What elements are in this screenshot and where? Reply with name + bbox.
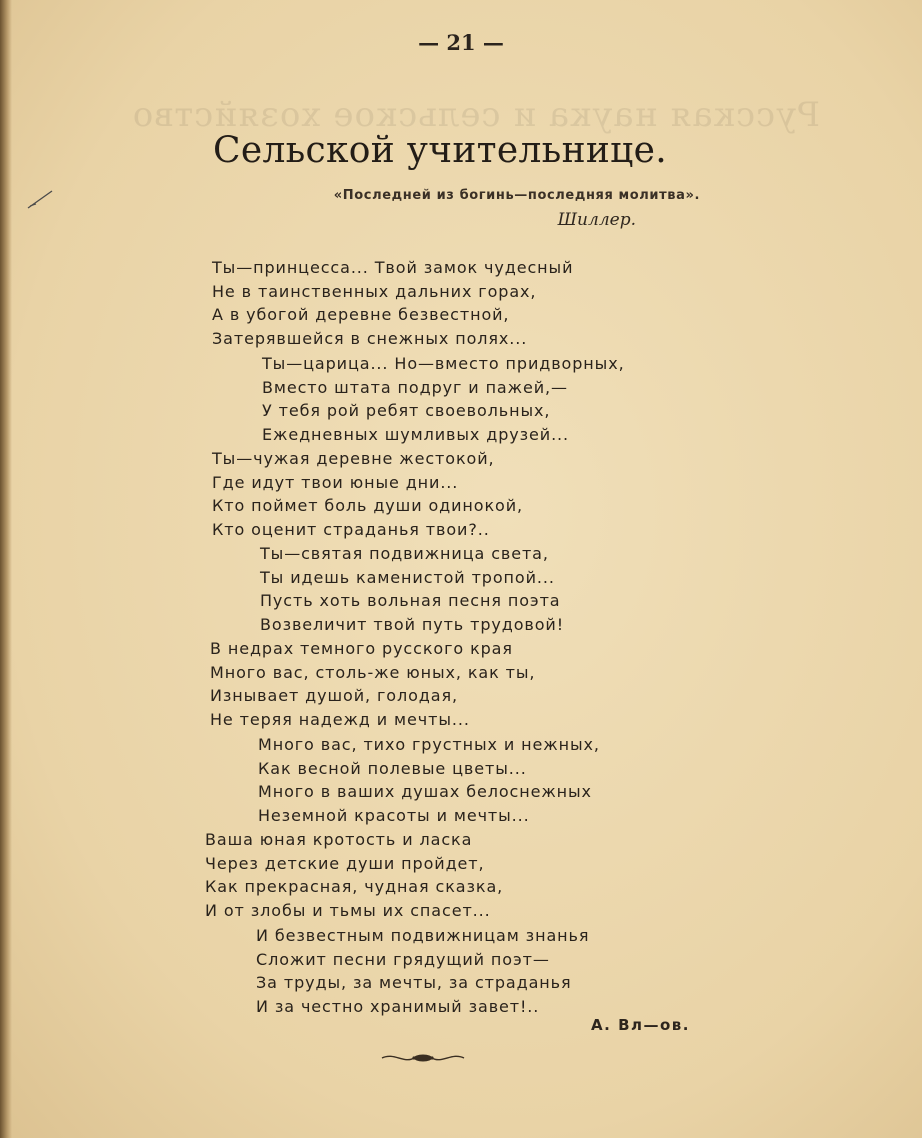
poem-line: Много вас, столь-же юных, как ты, (210, 662, 536, 682)
poem-line: Как прекрасная, чудная сказка, (205, 877, 504, 897)
poem-line: Ты—царица... Но—вместо придворных, (262, 354, 625, 373)
poem-line: Кто оценит страданья твои?.. (212, 520, 490, 540)
stanza-5 (210, 637, 535, 732)
poem-line: Изнывает душой, голодая, (210, 686, 458, 706)
poem-line: Много вас, тихо грустных и нежных, (258, 735, 600, 754)
poem-line: А в убогой деревне безвестной, (212, 305, 510, 325)
poem-line: Пусть хоть вольная песня поэта (260, 591, 561, 611)
stanza-6 (258, 733, 600, 828)
pencil-mark-icon (26, 188, 56, 212)
poem-line: Ваша юная кротость и ласка (205, 830, 473, 849)
poem-line: И за честно хранимый завет!.. (256, 997, 540, 1017)
poem-line: Ты—чужая деревне жестокой, (212, 449, 495, 468)
poem-line: Не теряя надежд и мечты... (210, 710, 470, 730)
poem-line: У тебя рой ребят своевольных, (262, 401, 551, 421)
poem-line: Сложит песни грядущий поэт— (256, 949, 550, 969)
stanza-2 (262, 352, 625, 447)
stanza-8 (256, 924, 589, 1019)
stanza-3 (212, 447, 523, 542)
poem-line: Через детские души пройдет, (205, 853, 485, 873)
author-signature: А. Вл—ов. (591, 1016, 690, 1034)
stanza-4 (260, 542, 564, 637)
poem-line: Не в таинственных дальних горах, (212, 281, 537, 301)
poem-line: Неземной красоты и мечты... (258, 806, 530, 826)
poem-line: Ты—принцесса... Твой замок чудесный (212, 258, 574, 277)
poem-line: Затерявшейся в снежных полях... (212, 329, 528, 349)
page-number: — 21 — (418, 30, 504, 55)
poem-line: Возвеличит твой путь трудовой! (260, 615, 565, 635)
poem-line: Ежедневных шумливых друзей... (262, 425, 570, 445)
poem-line: В недрах темного русского края (210, 639, 513, 658)
poem-line: И от злобы и тьмы их спасет... (205, 901, 491, 921)
poem-line: Ты—святая подвижница света, (260, 544, 549, 563)
poem-line: За труды, за мечты, за страданья (256, 973, 572, 993)
poem-line: Вместо штата подруг и пажей,— (262, 377, 568, 397)
epigraph-quote: «Последней из богинь—последняя молитва». (333, 188, 700, 203)
poem-title: Сельской учительнице. (213, 130, 667, 171)
poem-line: Как весной полевые цветы... (258, 758, 527, 778)
poem-line: Кто поймет боль души одинокой, (212, 496, 524, 516)
poem-line: Ты идешь каменистой тропой... (260, 567, 555, 587)
epigraph-author: Шиллер. (557, 210, 636, 230)
ornament-divider-icon (380, 1050, 466, 1066)
stanza-7 (205, 828, 503, 923)
bleed-through-text: Русская наука и сельское хозяйство (131, 95, 820, 135)
poem-line: Где идут твои юные дни... (212, 472, 459, 492)
poem-line: И безвестным подвижницам знанья (256, 926, 590, 945)
poem-line: Много в ваших душах белоснежных (258, 782, 592, 802)
stanza-1 (212, 256, 573, 351)
